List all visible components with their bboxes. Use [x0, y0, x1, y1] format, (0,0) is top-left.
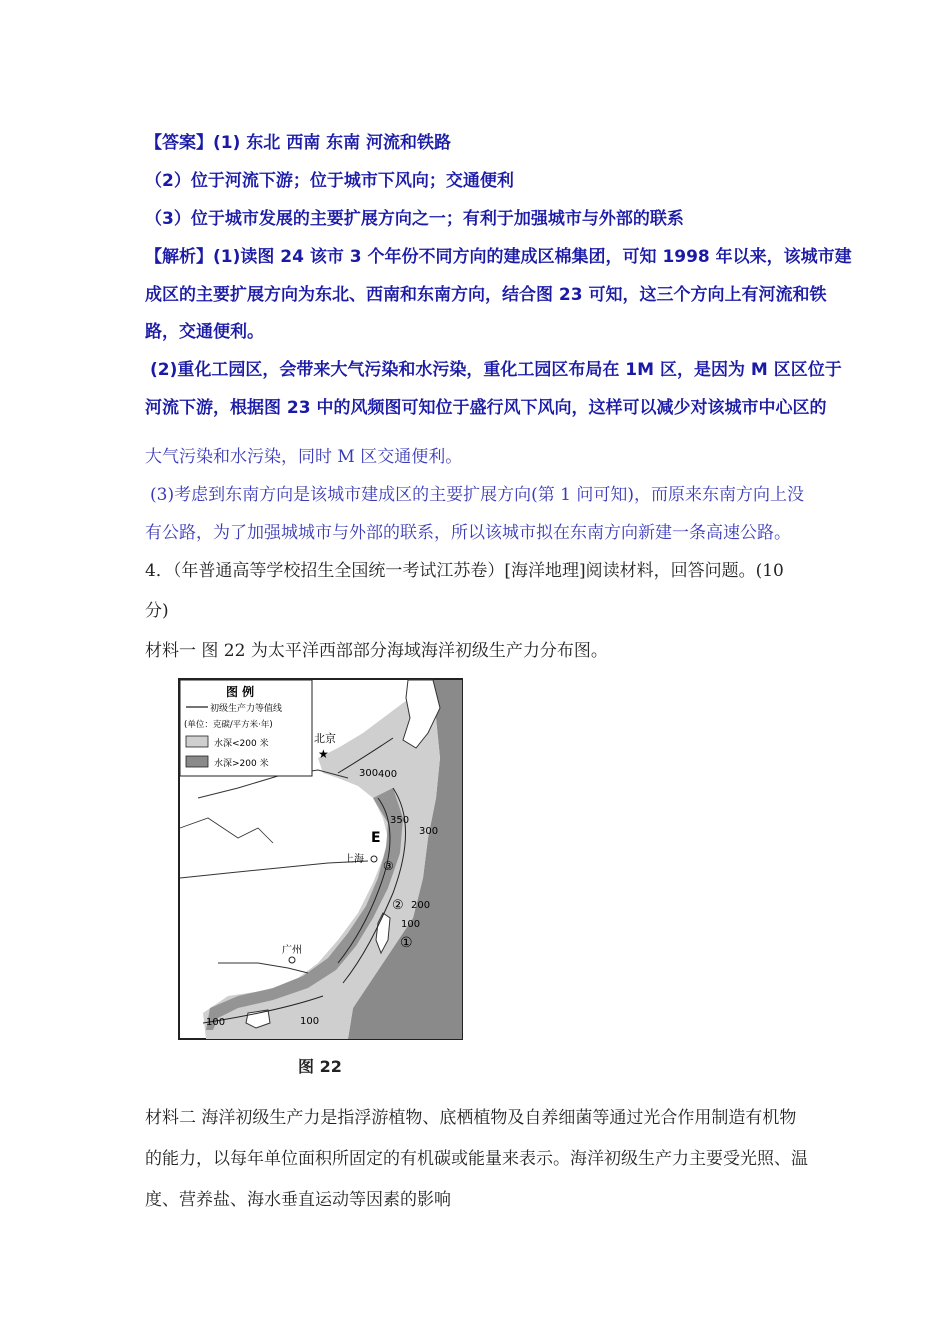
- answer-line-2: （2）位于河流下游；位于城市下风向；交通便利: [145, 171, 514, 191]
- legend-shallow-swatch: [186, 736, 208, 747]
- analysis-line-4: (2)重化工园区，会带来大气污染和水污染，重化工园区布局在 1M 区，是因为 M 区区位于: [150, 360, 842, 380]
- answer-line-1: 【答案】(1) 东北 西南 东南 河流和铁路: [145, 133, 452, 153]
- analysis-line-1: 【解析】(1)读图 24 该市 3 个年份不同方向的建成区棉集团，可知 1998 年以来，该城市建: [145, 247, 852, 267]
- beijing-star-icon: ★: [318, 747, 329, 761]
- marker-1: ①: [400, 935, 413, 951]
- analysis-line-2: 成区的主要扩展方向为东北、西南和东南方向，结合图 23 可知，这三个方向上有河流和铁: [145, 285, 827, 305]
- question-line-2: 分): [145, 601, 169, 621]
- analysis-line-8: 有公路，为了加强城城市与外部的联系，所以该城市拟在东南方向新建一条高速公路。: [145, 523, 791, 543]
- analysis-line-7: (3)考虑到东南方向是该城市建成区的主要扩展方向(第 1 问可知)，而原来东南方向上没: [150, 485, 804, 505]
- question-line-1: 4．（年普通高等学校招生全国统一考试江苏卷）[海洋地理]阅读材料，回答问题。(10: [145, 561, 784, 581]
- isoline-value-100b: 100: [206, 1017, 226, 1028]
- analysis-line-5: 河流下游，根据图 23 中的风频图可知位于盛行风下风向，这样可以减少对该城市中心区的: [145, 398, 827, 418]
- legend-isoline-label: 初级生产力等值线: [210, 704, 283, 714]
- city-label-beijing: 北京: [314, 732, 336, 745]
- figure-caption: 图 22: [298, 1057, 342, 1076]
- isoline-value-100a: 100: [401, 919, 421, 930]
- isoline-value-400: 400: [378, 769, 398, 780]
- analysis-line-6: 大气污染和水污染，同时 M 区交通便利。: [145, 447, 463, 467]
- legend-shallow-label: 水深<200 米: [214, 739, 269, 749]
- isoline-value-300b: 300: [419, 826, 439, 837]
- legend-deep-label: 水深>200 米: [214, 759, 269, 769]
- analysis-line-3: 路，交通便利。: [145, 322, 264, 342]
- ocean-productivity-map: [178, 678, 463, 1040]
- marker-3: ③: [383, 859, 394, 873]
- city-label-guangzhou: 广州: [282, 945, 302, 956]
- isoline-value-300a: 300: [359, 768, 379, 779]
- material-two-line-1: 材料二 海洋初级生产力是指浮游植物、底栖植物及自养细菌等通过光合作用制造有机物: [145, 1108, 797, 1128]
- city-label-shanghai: 上海: [344, 854, 364, 865]
- point-label-e: E: [371, 830, 381, 846]
- marker-2: ②: [392, 898, 404, 913]
- legend-title: 图 例: [226, 685, 255, 699]
- legend-unit: (单位：克碳/平方米·年): [184, 720, 273, 730]
- isoline-value-350: 350: [390, 815, 410, 826]
- material-two-line-3: 度、营养盐、海水垂直运动等因素的影响: [145, 1190, 451, 1210]
- legend-deep-swatch: [186, 756, 208, 767]
- isoline-value-200: 200: [411, 900, 431, 911]
- material-two-line-2: 的能力，以每年单位面积所固定的有机碳或能量来表示。海洋初级生产力主要受光照、温: [145, 1149, 808, 1169]
- isoline-value-100c: 100: [300, 1016, 320, 1027]
- answer-line-3: （3）位于城市发展的主要扩展方向之一；有利于加强城市与外部的联系: [145, 209, 684, 229]
- map-figure-22: [178, 678, 463, 1040]
- material-one: 材料一 图 22 为太平洋西部部分海域海洋初级生产力分布图。: [145, 641, 608, 661]
